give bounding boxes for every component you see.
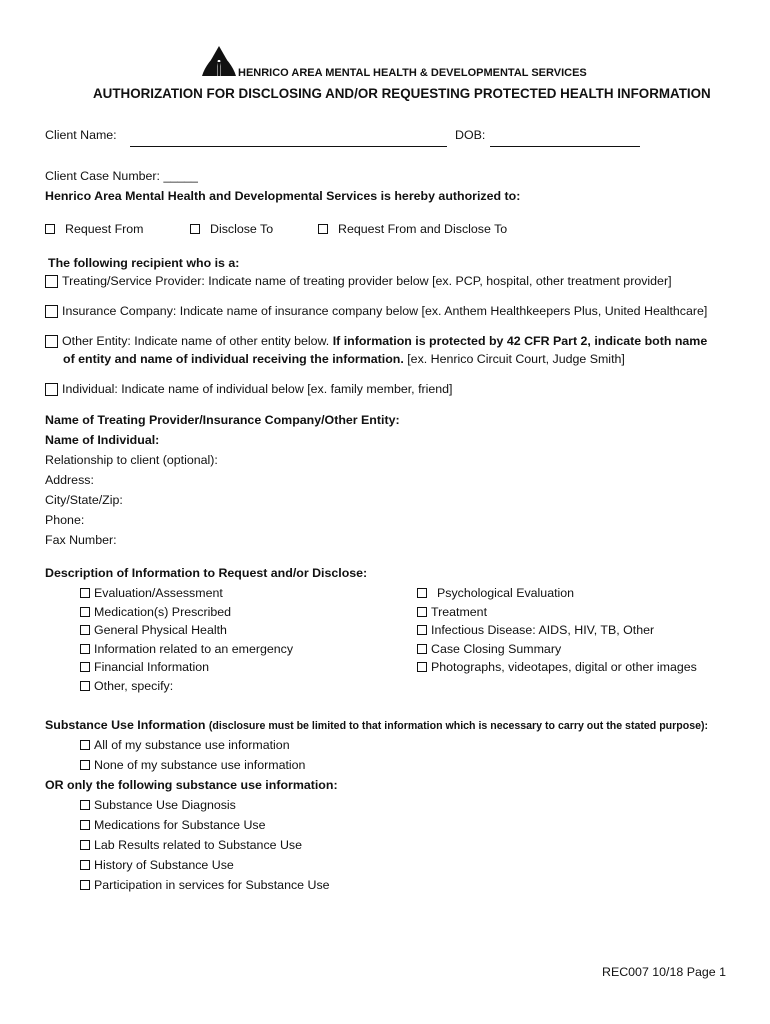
recipient-individual[interactable] bbox=[45, 382, 453, 396]
substance-none[interactable] bbox=[80, 758, 305, 772]
checkbox[interactable] bbox=[417, 644, 427, 654]
substance-label: Participation in services for Substance Use bbox=[94, 878, 330, 892]
checkbox[interactable] bbox=[80, 662, 90, 672]
checkbox[interactable] bbox=[318, 224, 328, 234]
recipient-other-label bbox=[62, 334, 707, 348]
substance-lab-results[interactable] bbox=[80, 838, 302, 852]
info-medications[interactable] bbox=[80, 605, 231, 619]
action-request-and-disclose[interactable] bbox=[318, 222, 507, 236]
info-label: Photographs, videotapes, digital or other images bbox=[431, 660, 697, 674]
checkbox[interactable] bbox=[45, 224, 55, 234]
checkbox[interactable] bbox=[80, 625, 90, 635]
checkbox[interactable] bbox=[45, 275, 58, 288]
checkbox[interactable] bbox=[45, 335, 58, 348]
relationship-label: Relationship to client (optional): bbox=[45, 453, 218, 467]
tree-logo-icon bbox=[200, 44, 238, 78]
substance-label: Lab Results related to Substance Use bbox=[94, 838, 303, 852]
action-disclose-to[interactable] bbox=[190, 222, 273, 236]
checkbox[interactable] bbox=[80, 800, 90, 810]
recipient-treating[interactable] bbox=[45, 274, 672, 288]
substance-diagnosis[interactable] bbox=[80, 798, 236, 812]
recipient-other-prefix: Other Entity: Indicate name of other entity below. bbox=[62, 334, 330, 348]
recipient-insurance[interactable] bbox=[45, 304, 707, 318]
checkbox[interactable] bbox=[417, 625, 427, 635]
checkbox[interactable] bbox=[190, 224, 200, 234]
recipient-heading: The following recipient who is a: bbox=[48, 256, 240, 270]
action-label: Request From bbox=[65, 222, 144, 236]
org-logo bbox=[200, 44, 238, 78]
substance-label: History of Substance Use bbox=[94, 858, 234, 872]
substance-history[interactable] bbox=[80, 858, 234, 872]
info-evaluation[interactable] bbox=[80, 586, 223, 600]
action-request-from[interactable] bbox=[45, 222, 144, 236]
info-label: Evaluation/Assessment bbox=[94, 586, 223, 600]
checkbox[interactable] bbox=[417, 607, 427, 617]
org-name: HENRICO AREA MENTAL HEALTH & DEVELOPMENTAL SERVICES bbox=[238, 67, 587, 79]
city-state-zip-label: City/State/Zip: bbox=[45, 493, 123, 507]
checkbox[interactable] bbox=[45, 305, 58, 318]
info-label: Infectious Disease: AIDS, HIV, TB, Other bbox=[431, 623, 655, 637]
recipient-other-bold-2: of entity and name of individual receiving the information. bbox=[63, 352, 404, 366]
recipient-individual-label: Individual: Indicate name of individual below [ex. family member, friend] bbox=[62, 382, 453, 396]
info-physical-health[interactable] bbox=[80, 623, 227, 637]
recipient-treating-label: Treating/Service Provider: Indicate name of treating provider below [ex. PCP, hospital, other treatment provider] bbox=[62, 274, 672, 288]
checkbox[interactable] bbox=[80, 840, 90, 850]
checkbox[interactable] bbox=[80, 644, 90, 654]
substance-heading-note: (disclosure must be limited to that information which is necessary to carry out the stated purpose): bbox=[208, 720, 709, 732]
info-psych-eval[interactable] bbox=[417, 586, 574, 600]
info-heading: Description of Information to Request and/or Disclose: bbox=[45, 566, 368, 580]
checkbox[interactable] bbox=[80, 760, 90, 770]
info-financial[interactable] bbox=[80, 660, 209, 674]
fax-label: Fax Number: bbox=[45, 533, 117, 547]
info-label: Financial Information bbox=[94, 660, 210, 674]
checkbox[interactable] bbox=[80, 588, 90, 598]
phone-label: Phone: bbox=[45, 513, 85, 527]
info-label: General Physical Health bbox=[94, 623, 227, 637]
checkbox[interactable] bbox=[80, 820, 90, 830]
action-label: Request From and Disclose To bbox=[338, 222, 508, 236]
checkbox[interactable] bbox=[80, 860, 90, 870]
dob-label: DOB: bbox=[455, 128, 486, 142]
info-label: Case Closing Summary bbox=[431, 642, 562, 656]
info-photographs[interactable] bbox=[417, 660, 697, 674]
dob-field[interactable] bbox=[490, 146, 640, 147]
checkbox[interactable] bbox=[80, 607, 90, 617]
checkbox[interactable] bbox=[45, 383, 58, 396]
recipient-other-suffix: [ex. Henrico Circuit Court, Judge Smith] bbox=[407, 352, 625, 366]
substance-label: None of my substance use information bbox=[94, 758, 306, 772]
info-infectious[interactable] bbox=[417, 623, 654, 637]
entity-name-label: Name of Treating Provider/Insurance Company/Other Entity: bbox=[45, 413, 400, 427]
info-label: Other, specify: bbox=[94, 679, 174, 693]
recipient-other[interactable] bbox=[45, 334, 707, 348]
client-case-number[interactable]: Client Case Number: _____ bbox=[45, 169, 198, 183]
info-emergency[interactable] bbox=[80, 642, 293, 656]
substance-heading: Substance Use Information bbox=[45, 718, 206, 732]
info-treatment[interactable] bbox=[417, 605, 487, 619]
address-label: Address: bbox=[45, 473, 94, 487]
info-label: Medication(s) Prescribed bbox=[94, 605, 232, 619]
individual-name-label: Name of Individual: bbox=[45, 433, 160, 447]
client-name-label: Client Name: bbox=[45, 128, 117, 142]
action-label: Disclose To bbox=[210, 222, 274, 236]
substance-label: Medications for Substance Use bbox=[94, 818, 266, 832]
checkbox[interactable] bbox=[80, 740, 90, 750]
info-label: Treatment bbox=[431, 605, 488, 619]
authorized-text: Henrico Area Mental Health and Developmental Services is hereby authorized to: bbox=[45, 189, 521, 203]
substance-participation[interactable] bbox=[80, 878, 330, 892]
footer-code: REC007 10/18 Page 1 bbox=[602, 965, 726, 979]
substance-heading-row bbox=[45, 718, 708, 732]
client-name-field[interactable] bbox=[130, 146, 447, 147]
checkbox[interactable] bbox=[417, 588, 427, 598]
info-label: Psychological Evaluation bbox=[437, 586, 575, 600]
substance-all[interactable] bbox=[80, 738, 290, 752]
substance-or-heading: OR only the following substance use information: bbox=[45, 778, 338, 792]
recipient-other-line2 bbox=[63, 352, 625, 366]
info-label: Information related to an emergency bbox=[94, 642, 294, 656]
form-title: AUTHORIZATION FOR DISCLOSING AND/OR REQUESTING PROTECTED HEALTH INFORMATION bbox=[93, 86, 711, 101]
recipient-insurance-label: Insurance Company: Indicate name of insurance company below [ex. Anthem Healthkeepers Plus, United Healthcare] bbox=[62, 304, 708, 318]
substance-medications[interactable] bbox=[80, 818, 266, 832]
info-other[interactable] bbox=[80, 679, 173, 693]
checkbox[interactable] bbox=[417, 662, 427, 672]
checkbox[interactable] bbox=[80, 681, 90, 691]
substance-label: All of my substance use information bbox=[94, 738, 290, 752]
checkbox[interactable] bbox=[80, 880, 90, 890]
substance-label: Substance Use Diagnosis bbox=[94, 798, 236, 812]
info-case-closing[interactable] bbox=[417, 642, 561, 656]
recipient-other-bold-1: If information is protected by 42 CFR Part 2, indicate both name bbox=[332, 334, 708, 348]
